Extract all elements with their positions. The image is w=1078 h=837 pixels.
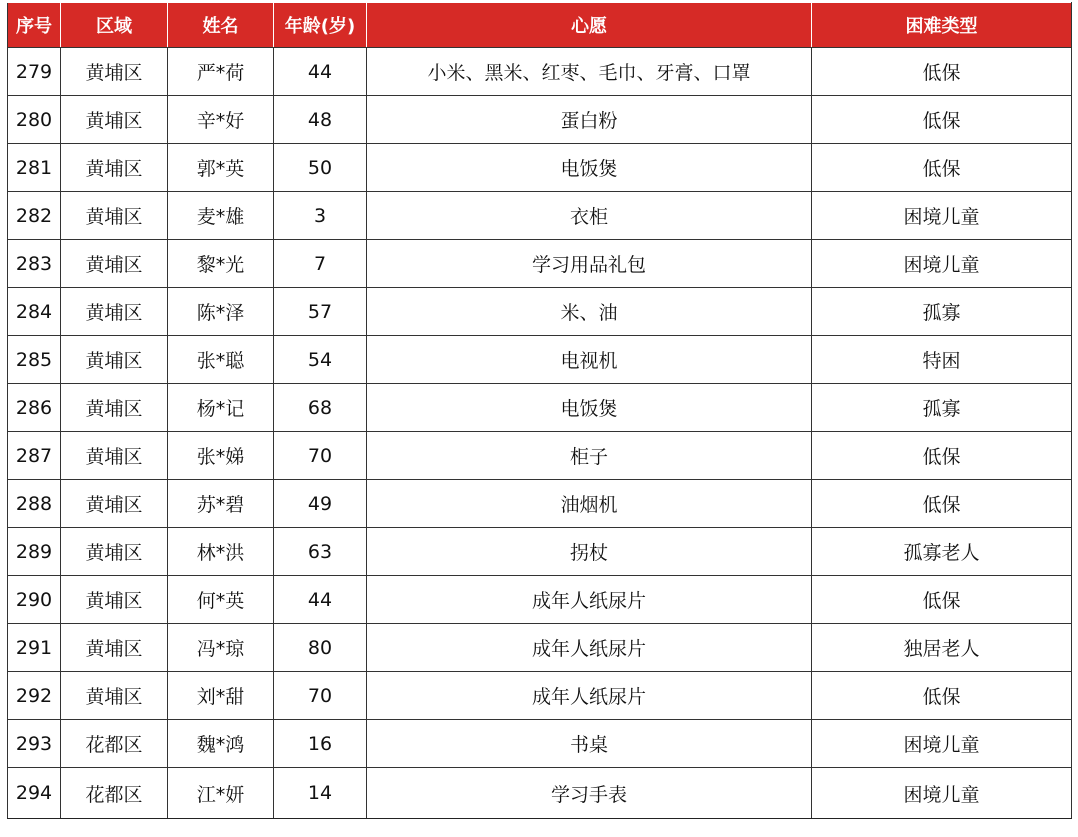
table-row bbox=[8, 144, 1072, 192]
cell-area: 黄埔区 bbox=[61, 240, 168, 288]
cell-hardship-type: 孤寡老人 bbox=[812, 528, 1072, 576]
table-row bbox=[8, 672, 1072, 720]
table-row bbox=[8, 384, 1072, 432]
cell-hardship-type: 低保 bbox=[812, 96, 1072, 144]
cell-area: 黄埔区 bbox=[61, 288, 168, 336]
wish-list-table bbox=[7, 2, 1072, 819]
cell-wish: 电饭煲 bbox=[367, 144, 812, 192]
cell-name: 陈*泽 bbox=[168, 288, 274, 336]
cell-id: 288 bbox=[8, 480, 61, 528]
cell-name: 杨*记 bbox=[168, 384, 274, 432]
cell-area: 黄埔区 bbox=[61, 576, 168, 624]
cell-age: 50 bbox=[274, 144, 367, 192]
table-row bbox=[8, 480, 1072, 528]
cell-id: 293 bbox=[8, 720, 61, 768]
cell-name: 何*英 bbox=[168, 576, 274, 624]
cell-id: 292 bbox=[8, 672, 61, 720]
cell-age: 63 bbox=[274, 528, 367, 576]
wish-list-sheet bbox=[7, 2, 1072, 819]
cell-wish: 油烟机 bbox=[367, 480, 812, 528]
cell-id: 284 bbox=[8, 288, 61, 336]
header-cell-name: 姓名 bbox=[168, 3, 274, 48]
table-row bbox=[8, 720, 1072, 768]
cell-id: 290 bbox=[8, 576, 61, 624]
table-row bbox=[8, 192, 1072, 240]
table-row bbox=[8, 432, 1072, 480]
table-row bbox=[8, 288, 1072, 336]
cell-id: 280 bbox=[8, 96, 61, 144]
cell-name: 苏*碧 bbox=[168, 480, 274, 528]
header-cell-wish: 心愿 bbox=[367, 3, 812, 48]
cell-age: 70 bbox=[274, 432, 367, 480]
table-row bbox=[8, 96, 1072, 144]
cell-area: 黄埔区 bbox=[61, 432, 168, 480]
table-row bbox=[8, 624, 1072, 672]
cell-wish: 书桌 bbox=[367, 720, 812, 768]
cell-age: 49 bbox=[274, 480, 367, 528]
cell-name: 冯*琼 bbox=[168, 624, 274, 672]
cell-area: 花都区 bbox=[61, 768, 168, 819]
table-row bbox=[8, 768, 1072, 819]
cell-area: 黄埔区 bbox=[61, 528, 168, 576]
cell-hardship-type: 低保 bbox=[812, 480, 1072, 528]
cell-hardship-type: 孤寡 bbox=[812, 384, 1072, 432]
cell-id: 294 bbox=[8, 768, 61, 819]
table-row bbox=[8, 336, 1072, 384]
cell-age: 7 bbox=[274, 240, 367, 288]
cell-wish: 成年人纸尿片 bbox=[367, 576, 812, 624]
cell-wish: 电视机 bbox=[367, 336, 812, 384]
cell-wish: 小米、黑米、红枣、毛巾、牙膏、口罩 bbox=[367, 48, 812, 96]
cell-age: 80 bbox=[274, 624, 367, 672]
cell-id: 286 bbox=[8, 384, 61, 432]
cell-age: 14 bbox=[274, 768, 367, 819]
cell-name: 魏*鸿 bbox=[168, 720, 274, 768]
cell-age: 44 bbox=[274, 48, 367, 96]
cell-area: 黄埔区 bbox=[61, 384, 168, 432]
cell-area: 黄埔区 bbox=[61, 96, 168, 144]
cell-wish: 成年人纸尿片 bbox=[367, 624, 812, 672]
cell-wish: 学习手表 bbox=[367, 768, 812, 819]
cell-hardship-type: 低保 bbox=[812, 672, 1072, 720]
table-body bbox=[8, 48, 1072, 819]
cell-age: 57 bbox=[274, 288, 367, 336]
cell-name: 黎*光 bbox=[168, 240, 274, 288]
cell-area: 黄埔区 bbox=[61, 672, 168, 720]
cell-hardship-type: 低保 bbox=[812, 48, 1072, 96]
cell-wish: 米、油 bbox=[367, 288, 812, 336]
cell-name: 张*聪 bbox=[168, 336, 274, 384]
cell-wish: 拐杖 bbox=[367, 528, 812, 576]
cell-area: 黄埔区 bbox=[61, 48, 168, 96]
cell-id: 289 bbox=[8, 528, 61, 576]
cell-id: 283 bbox=[8, 240, 61, 288]
cell-age: 48 bbox=[274, 96, 367, 144]
cell-age: 54 bbox=[274, 336, 367, 384]
cell-area: 黄埔区 bbox=[61, 336, 168, 384]
table-row bbox=[8, 576, 1072, 624]
cell-hardship-type: 低保 bbox=[812, 576, 1072, 624]
cell-name: 林*洪 bbox=[168, 528, 274, 576]
cell-age: 68 bbox=[274, 384, 367, 432]
cell-wish: 柜子 bbox=[367, 432, 812, 480]
cell-name: 张*娣 bbox=[168, 432, 274, 480]
cell-wish: 学习用品礼包 bbox=[367, 240, 812, 288]
cell-name: 江*妍 bbox=[168, 768, 274, 819]
cell-age: 44 bbox=[274, 576, 367, 624]
cell-hardship-type: 独居老人 bbox=[812, 624, 1072, 672]
cell-name: 严*荷 bbox=[168, 48, 274, 96]
cell-hardship-type: 低保 bbox=[812, 432, 1072, 480]
table-row bbox=[8, 240, 1072, 288]
table-header-row bbox=[8, 3, 1072, 48]
cell-hardship-type: 困境儿童 bbox=[812, 240, 1072, 288]
cell-hardship-type: 困境儿童 bbox=[812, 768, 1072, 819]
cell-area: 花都区 bbox=[61, 720, 168, 768]
header-cell-age: 年龄(岁) bbox=[274, 3, 367, 48]
cell-age: 70 bbox=[274, 672, 367, 720]
cell-wish: 蛋白粉 bbox=[367, 96, 812, 144]
cell-id: 287 bbox=[8, 432, 61, 480]
cell-id: 281 bbox=[8, 144, 61, 192]
table-row bbox=[8, 528, 1072, 576]
cell-id: 282 bbox=[8, 192, 61, 240]
cell-id: 291 bbox=[8, 624, 61, 672]
cell-name: 麦*雄 bbox=[168, 192, 274, 240]
cell-wish: 成年人纸尿片 bbox=[367, 672, 812, 720]
cell-name: 郭*英 bbox=[168, 144, 274, 192]
cell-area: 黄埔区 bbox=[61, 624, 168, 672]
cell-id: 279 bbox=[8, 48, 61, 96]
cell-hardship-type: 低保 bbox=[812, 144, 1072, 192]
header-cell-id: 序号 bbox=[8, 3, 61, 48]
cell-area: 黄埔区 bbox=[61, 480, 168, 528]
cell-area: 黄埔区 bbox=[61, 144, 168, 192]
cell-hardship-type: 孤寡 bbox=[812, 288, 1072, 336]
cell-id: 285 bbox=[8, 336, 61, 384]
cell-area: 黄埔区 bbox=[61, 192, 168, 240]
cell-age: 3 bbox=[274, 192, 367, 240]
header-cell-hardship-type: 困难类型 bbox=[812, 3, 1072, 48]
cell-wish: 电饭煲 bbox=[367, 384, 812, 432]
header-cell-area: 区域 bbox=[61, 3, 168, 48]
cell-age: 16 bbox=[274, 720, 367, 768]
cell-wish: 衣柜 bbox=[367, 192, 812, 240]
cell-name: 刘*甜 bbox=[168, 672, 274, 720]
table-row bbox=[8, 48, 1072, 96]
cell-name: 辛*好 bbox=[168, 96, 274, 144]
cell-hardship-type: 困境儿童 bbox=[812, 720, 1072, 768]
cell-hardship-type: 困境儿童 bbox=[812, 192, 1072, 240]
cell-hardship-type: 特困 bbox=[812, 336, 1072, 384]
